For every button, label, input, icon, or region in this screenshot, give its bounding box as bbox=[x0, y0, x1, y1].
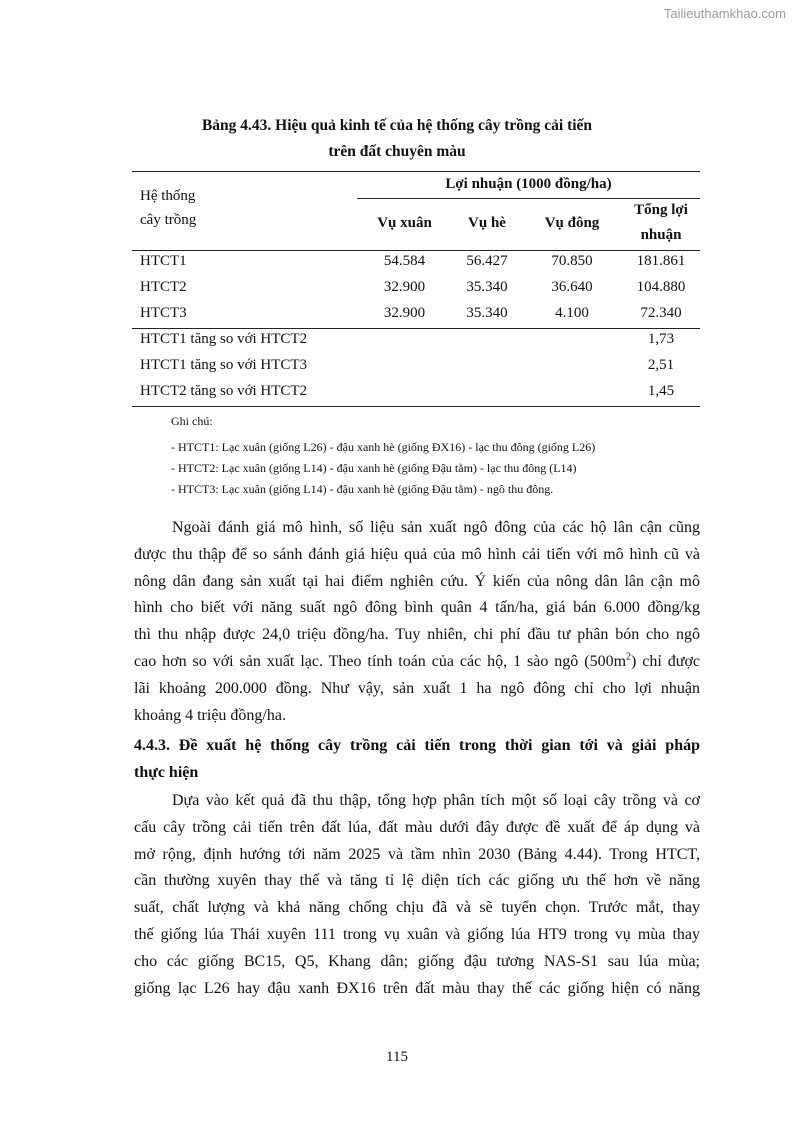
paragraph-line: suất, chất lượng và khả năng chống chịu đã và sẽ tuyển chọn. Trước mắt, thay bbox=[134, 899, 700, 917]
header-summer: Vụ hè bbox=[468, 215, 506, 231]
row-spring: 32.900 bbox=[383, 279, 426, 295]
header-system: Hệ thống bbox=[140, 188, 196, 204]
row-name: HTCT3 bbox=[140, 305, 187, 321]
page-number: 115 bbox=[386, 1049, 408, 1065]
line-text: ) chỉ được bbox=[631, 652, 701, 670]
paragraph-line: thì thu nhập được 24,0 triệu đồng/ha. Tuy nhiên, chi phí đầu tư phân bón cho ngô bbox=[134, 626, 700, 644]
header-bottom-rule bbox=[132, 250, 700, 251]
header-spring: Vụ xuân bbox=[377, 215, 432, 231]
section-rule bbox=[132, 328, 700, 329]
row-summer: 35.340 bbox=[466, 279, 508, 295]
row-winter: 70.850 bbox=[551, 253, 593, 269]
row-spring: 32.900 bbox=[383, 305, 426, 321]
row-spring: 54.584 bbox=[383, 253, 426, 269]
paragraph-line: Dựa vào kết quả đã thu thập, tổng hợp phân tích một số loại cây trồng và cơ bbox=[172, 792, 700, 809]
line-text: cao hơn so với sản xuất lạc. Theo tính toán của các hộ, 1 sào ngô (500m bbox=[134, 652, 627, 670]
compare-name: HTCT1 tăng so với HTCT2 bbox=[140, 331, 308, 347]
compare-name: HTCT1 tăng so với HTCT3 bbox=[140, 357, 308, 373]
paragraph-line: cấu cây trồng cải tiến trên đất lúa, đất màu dưới đây được đề xuất để áp dụng và bbox=[134, 818, 700, 836]
header-winter: Vụ đông bbox=[544, 215, 600, 231]
note-item: - HTCT2: Lạc xuân (giống L14) - đậu xanh hè (giống Đậu tằm) - lạc thu đông (L14) bbox=[171, 461, 577, 475]
paragraph-line bbox=[134, 649, 700, 676]
group-header-rule bbox=[357, 198, 700, 199]
paragraph-line: cho các giống BC15, Q5, Khang dân; giống đậu tương NAS-S1 sau lúa mùa; bbox=[134, 952, 700, 970]
row-summer: 35.340 bbox=[466, 305, 508, 321]
row-summer: 56.427 bbox=[466, 253, 508, 269]
notes-title: Ghi chú: bbox=[171, 414, 213, 428]
paragraph-line: nông dân đang sản xuất tại hai điểm nghiên cứu. Ý kiến của nông dân lân cận mô bbox=[134, 572, 700, 590]
table-bottom-rule bbox=[132, 406, 700, 407]
table-top-rule bbox=[132, 171, 700, 172]
paragraph-line: cần thường xuyên thay thế và tăng tỉ lệ diện tích các giống ưu thế hơn về năng bbox=[134, 872, 700, 890]
row-total: 181.861 bbox=[636, 253, 686, 269]
header-total-line2: nhuận bbox=[640, 227, 682, 243]
paragraph-line: được thu thập để so sánh đánh giá hiệu quả của mô hình cải tiến với mô hình cũ và bbox=[134, 545, 700, 563]
watermark: Tailieuthamkhao.com bbox=[663, 6, 786, 21]
paragraph-line: khoảng 4 triệu đồng/ha. bbox=[134, 706, 286, 724]
compare-total: 1,73 bbox=[647, 331, 675, 347]
paragraph-2 bbox=[134, 788, 700, 1002]
table-caption: Bảng 4.43. Hiệu quả kinh tế của hệ thống cây trồng cải tiến bbox=[201, 117, 593, 134]
row-total: 104.880 bbox=[636, 279, 686, 295]
compare-total: 1,45 bbox=[647, 383, 675, 399]
section-heading bbox=[134, 733, 700, 787]
note-item: - HTCT3: Lạc xuân (giống L14) - đậu xanh hè (giống Đậu tằm) - ngô thu đông. bbox=[171, 482, 554, 496]
paragraph-line: hình cho biết với năng suất ngô đông bình quân 4 tấn/ha, giá bán 6.000 đồng/kg bbox=[134, 599, 700, 617]
paragraph-line: thế giống lúa Thái xuyên 111 trong vụ xuân và giống lúa HT9 trong vụ mùa thay bbox=[134, 925, 700, 943]
row-name: HTCT2 bbox=[140, 279, 187, 295]
paragraph-line: giống lạc L26 hay đậu xanh ĐX16 trên đất màu thay thế các giống hiện có năng bbox=[134, 979, 700, 997]
row-winter: 36.640 bbox=[551, 279, 593, 295]
header-profit-group: Lợi nhuận (1000 đồng/ha) bbox=[445, 176, 612, 192]
paragraph-line: lãi khoảng 200.000 đồng. Như vậy, sản xuất 1 ha ngô đông chỉ cho lợi nhuận bbox=[134, 679, 700, 697]
compare-total: 2,51 bbox=[647, 357, 675, 373]
superscript: 2 bbox=[626, 651, 632, 663]
heading-line: 4.4.3. Đề xuất hệ thống cây trồng cải tiến trong thời gian tới và giải pháp bbox=[134, 737, 700, 754]
paragraph-line: Ngoài đánh giá mô hình, số liệu sản xuất ngô đông của các hộ lân cận cũng bbox=[172, 519, 700, 536]
header-total: Tổng lợi bbox=[634, 202, 688, 218]
note-item: - HTCT1: Lạc xuân (giống L26) - đậu xanh hè (giống ĐX16) - lạc thu đông (giống L26) bbox=[171, 440, 596, 454]
paragraph-line: mở rộng, định hướng tới năm 2025 và tầm nhìn 2030 (Bảng 4.44). Trong HTCT, bbox=[134, 845, 700, 863]
row-total: 72.340 bbox=[640, 305, 682, 321]
table-caption-line2: trên đất chuyên màu bbox=[328, 143, 466, 160]
row-winter: 4.100 bbox=[555, 305, 589, 321]
row-name: HTCT1 bbox=[140, 253, 187, 269]
heading-line: thực hiện bbox=[134, 763, 199, 781]
header-system-line2: cây trồng bbox=[140, 212, 197, 228]
compare-name: HTCT2 tăng so với HTCT2 bbox=[140, 383, 308, 399]
paragraph-1 bbox=[134, 515, 700, 729]
